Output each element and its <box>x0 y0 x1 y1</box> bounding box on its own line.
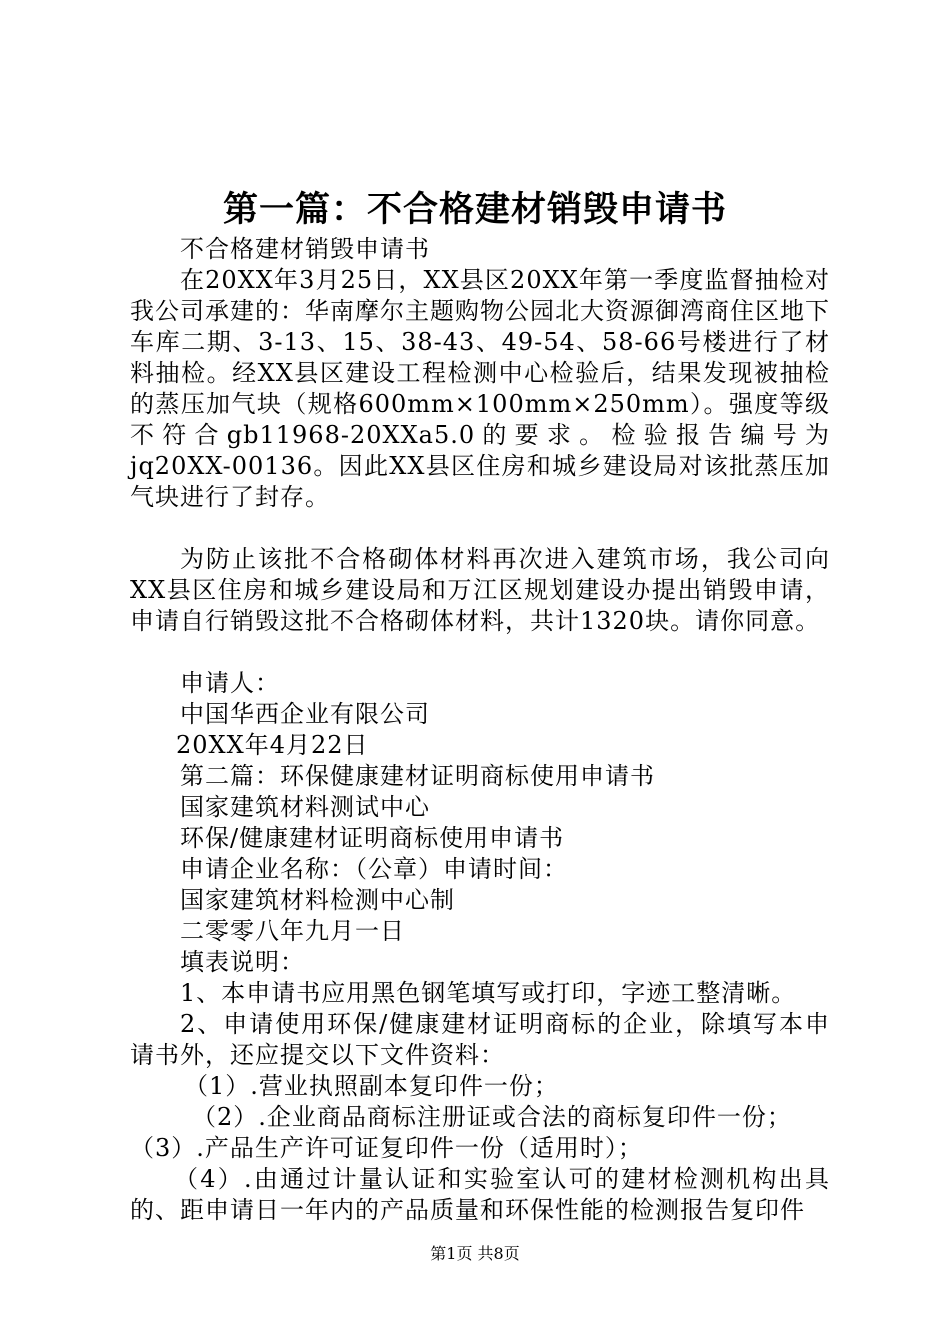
required-doc-1: （1）.营业执照副本复印件一份； <box>184 1072 559 1100</box>
required-doc-3: （3）.产品生产许可证复印件一份（适用时）； <box>130 1134 643 1162</box>
issue-date: 二零零八年九月一日 <box>180 917 405 945</box>
required-doc-2: （2）.企业商品商标注册证或合法的商标复印件一份； <box>192 1103 792 1131</box>
document-body <box>130 234 830 1226</box>
paragraph-inspection: 在20XX年3月25日，XX县区20XX年第一季度监督抽检对我公司承建的：华南摩尔主题购物公园北大资源御湾商住区地下车库二期、3-13、15、38-43、49-54、58-66号楼进行了材料抽检。经XX县区建设工程检测中心检验后，结果发现被抽检的蒸压加气块（规格600mm×100mm×250mm）。强度等级不符合gb11968-20XXa5.0的要求。检验报告编号为jq20XX-00136。因此XX县区住房和城乡建设局对该批蒸压加气块进行了封存。 <box>130 266 830 511</box>
page-number: 第1页 共8页 <box>430 1244 520 1263</box>
issuer-line: 国家建筑材料检测中心制 <box>180 886 455 914</box>
document-title: 第一篇：不合格建材销毁申请书 <box>222 190 727 230</box>
instruction-item-2: 2、申请使用环保/健康建材证明商标的企业，除填写本申请书外，还应提交以下文件资料： <box>130 1010 830 1069</box>
instruction-item-1: 1、本申请书应用黑色钢笔填写或打印，字迹工整清晰。 <box>180 979 797 1007</box>
instructions-heading: 填表说明： <box>180 948 305 976</box>
form-title: 环保/健康建材证明商标使用申请书 <box>180 824 565 852</box>
subtitle-line: 不合格建材销毁申请书 <box>180 235 430 263</box>
application-date: 20XX年4月22日 <box>176 731 369 759</box>
applicant-company-field: 申请企业名称：（公章）申请时间： <box>180 855 568 883</box>
required-doc-4: （4）.由通过计量认证和实验室认可的建材检测机构出具的、距申请日一年内的产品质量和环保性能的检测报告复印件 <box>130 1165 830 1224</box>
paragraph-destruction-request: 为防止该批不合格砌体材料再次进入建筑市场，我公司向XX县区住房和城乡建设局和万江区规划建设办提出销毁申请，申请自行销毁这批不合格砌体材料，共计1320块。请你同意。 <box>130 545 830 635</box>
second-article-title: 第二篇：环保健康建材证明商标使用申请书 <box>180 762 655 790</box>
center-name: 国家建筑材料测试中心 <box>180 793 430 821</box>
company-name: 中国华西企业有限公司 <box>180 700 430 728</box>
applicant-label: 申请人： <box>180 669 280 697</box>
